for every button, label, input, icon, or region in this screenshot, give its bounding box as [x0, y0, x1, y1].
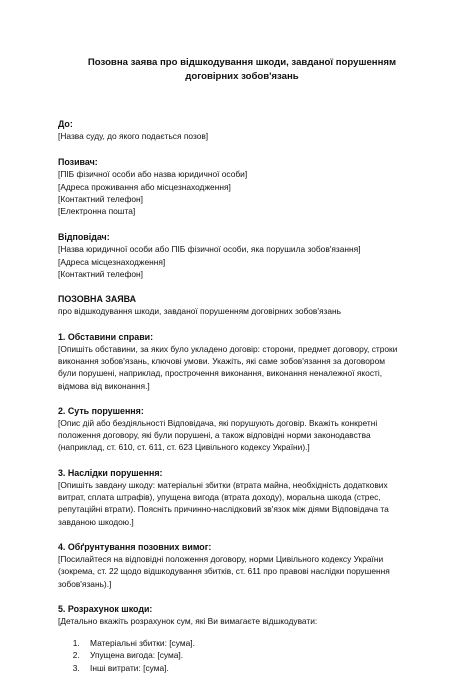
section-circumstances-line: були порушені, наприклад, прострочення виконання, виконання неналежної якості, [58, 368, 383, 379]
section-justification-line: зобов'язань).] [58, 578, 112, 589]
plaintiff-label: Позивач: [58, 157, 98, 168]
defendant-phone: [Контактний телефон] [58, 269, 143, 280]
list-item: 2. Упущена вигода: [сума]. [82, 649, 426, 661]
section-circumstances-label: 1. Обставини справи: [58, 331, 154, 342]
section-consequences-line: завданою шкодою.] [58, 516, 134, 527]
document-title-line-1: Позовна заява про відшкодування шкоди, завданої порушенням [87, 57, 397, 68]
list-item: 1. Матеріальні збитки: [сума]. [82, 637, 426, 649]
section-circumstances-line: відмова від виконання.] [58, 380, 150, 391]
plaintiff-phone: [Контактний телефон] [58, 193, 143, 204]
section-justification-label: 4. Обґрунтування позовних вимог: [58, 541, 212, 552]
plaintiff-section [58, 156, 426, 217]
section-consequences-line: [Опишіть завдану шкоду: матеріальні збитки (втрата майна, необхідність додаткових [58, 479, 388, 490]
section-violation-line: [Опис дій або бездіяльності Відповідача, які порушують договір. Вкажіть конкретні [58, 417, 378, 428]
section-damage-calculation [58, 603, 426, 674]
section-damage-calculation-line: [Детально вкажіть розрахунок сум, які Ви вимагаєте відшкодувати: [58, 615, 318, 626]
damage-calculation-list [58, 637, 426, 674]
plaintiff-email: [Електронна пошта] [58, 206, 136, 217]
claim-subheading: про відшкодування шкоди, завданої порушенням договірних зобов'язань [58, 306, 342, 317]
section-violation-line: положення договору, які були порушені, а також відповідні норми законодавства [58, 430, 371, 441]
section-circumstances-line: виконання зобов'язань, ключові умови. Укажіть, які саме зобов'язання за договором [58, 355, 385, 366]
section-circumstances [58, 331, 426, 392]
section-justification-line: (зокрема, ст. 22 щодо відшкодування збитків, ст. 611 про правові наслідки порушення [58, 566, 390, 577]
defendant-name: [Назва юридичної особи або ПІБ фізичної особи, яка порушила зобов'язання] [58, 244, 361, 255]
section-justification-line: [Посилайтеся на відповідні положення договору, норми Цивільного кодексу України [58, 553, 384, 564]
defendant-label: Відповідач: [58, 232, 110, 243]
defendant-section [58, 231, 426, 280]
section-violation-line: (наприклад, ст. 610, ст. 611, ст. 623 Цивільного кодексу України).] [58, 442, 310, 453]
section-consequences-line: витрат, сплата штрафів), упущена вигода (втрата доходу), моральна шкода (стрес, [58, 492, 381, 503]
section-consequences [58, 467, 426, 528]
document-page [58, 56, 426, 674]
section-circumstances-line: [Опишіть обставини, за яких було укладено договір: сторони, предмет договору, строки [58, 343, 398, 354]
to-section [58, 118, 426, 142]
section-consequences-line: репутаційні втрати). Поясніть причинно-наслідковий зв'язок між діями Відповідача та [58, 504, 389, 515]
document-title-line-2: договірних зобов'язань [185, 71, 299, 82]
section-violation [58, 405, 426, 454]
claim-heading: ПОЗОВНА ЗАЯВА [58, 294, 137, 305]
to-label: До: [58, 119, 73, 129]
to-court-name: [Назва суду, до якого подається позов] [58, 131, 209, 141]
section-justification [58, 541, 426, 590]
plaintiff-address: [Адреса проживання або місцезнаходження] [58, 181, 231, 192]
document-title [58, 56, 426, 84]
plaintiff-name: [ПІБ фізичної особи або назва юридичної особи] [58, 169, 248, 180]
section-consequences-label: 3. Наслідки порушення: [58, 467, 163, 478]
defendant-address: [Адреса місцезнаходження] [58, 256, 166, 267]
list-item: 3. Інші витрати: [сума]. [82, 662, 426, 674]
claim-heading-section [58, 293, 426, 317]
section-violation-label: 2. Суть порушення: [58, 405, 144, 416]
section-damage-calculation-label: 5. Розрахунок шкоди: [58, 603, 153, 614]
